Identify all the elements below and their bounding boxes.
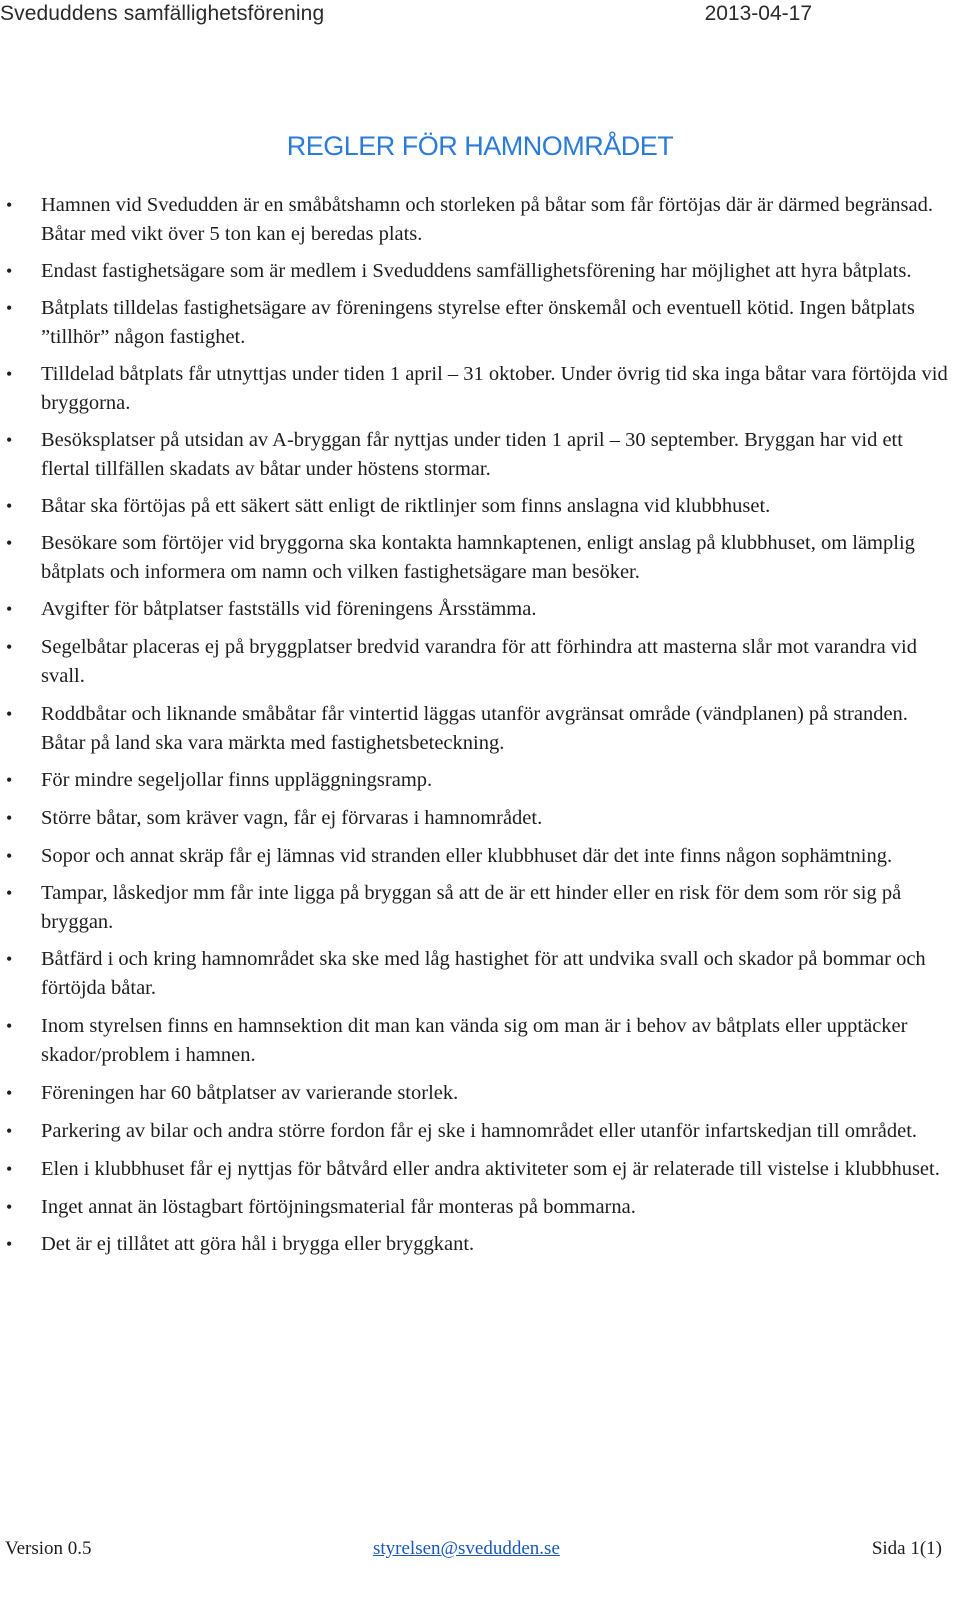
bullet-icon: • (6, 883, 13, 903)
bullet-icon: • (6, 1016, 13, 1036)
footer-email-link[interactable]: styrelsen@svedudden.se (373, 1538, 560, 1559)
bullet-icon: • (6, 1083, 13, 1103)
rule-item (0, 1155, 960, 1184)
rule-text: Inget annat än löstagbart förtöjningsmaterial får monteras på bommarna. (41, 1196, 636, 1218)
rule-text: Besökare som förtöjer vid bryggorna ska kontakta hamnkaptenen, enligt anslag på klubbhuset, om lämplig båtplats och informera om namn och vilken fastighetsägare man besöker. (41, 532, 915, 583)
bullet-icon: • (6, 1197, 13, 1217)
rule-item (0, 633, 960, 691)
rule-item (0, 595, 960, 624)
rule-item (0, 426, 960, 484)
rule-item (0, 1117, 960, 1146)
bullet-icon: • (6, 430, 13, 450)
bullet-icon: • (6, 1234, 13, 1254)
bullet-icon: • (6, 770, 13, 790)
bullet-icon: • (6, 261, 13, 281)
rule-text: Båtar ska förtöjas på ett säkert sätt enligt de riktlinjer som finns anslagna vid klubbhuset. (41, 495, 771, 517)
rule-item (0, 191, 960, 249)
rule-text: Hamnen vid Svedudden är en småbåtshamn och storleken på båtar som får förtöjas där är därmed begränsad. Båtar med vikt över 5 ton kan ej beredas plats. (41, 194, 934, 245)
rule-item (0, 1230, 960, 1259)
rule-item (0, 1193, 960, 1222)
bullet-icon: • (6, 364, 13, 384)
rule-text: Inom styrelsen finns en hamnsektion dit man kan vända sig om man är i behov av båtplats eller upptäcker skador/problem i hamnen. (41, 1015, 908, 1066)
rule-text: Det är ej tillåtet att göra hål i brygga eller bryggkant. (41, 1233, 475, 1255)
rule-text: Roddbåtar och liknande småbåtar får vintertid läggas utanför avgränsat område (vändplanen) på stranden. Båtar på land ska vara märkta med fastighetsbeteckning. (41, 703, 908, 754)
rule-item (0, 945, 960, 1003)
rule-item (0, 1079, 960, 1108)
page-footer (0, 1538, 960, 1568)
rule-text: Båtfärd i och kring hamnområdet ska ske med låg hastighet för att undvika svall och skador på bommar och förtöjda båtar. (41, 948, 926, 999)
footer-page-number: Sida 1(1) (871, 1538, 942, 1559)
rule-text: Endast fastighetsägare som är medlem i Sveduddens samfällighetsförening har möjlighet att hyra båtplats. (41, 260, 912, 282)
rule-text: Föreningen har 60 båtplatser av varierande storlek. (41, 1082, 459, 1104)
rule-item (0, 804, 960, 833)
rule-text: Tilldelad båtplats får utnyttjas under tiden 1 april – 31 oktober. Under övrig tid ska inga båtar vara förtöjda vid bryggorna. (41, 363, 948, 414)
rule-text: För mindre segeljollar finns uppläggningsramp. (41, 769, 433, 791)
document-title: REGLER FÖR HAMNOMRÅDET (286, 131, 674, 161)
bullet-icon: • (6, 808, 13, 828)
rule-text: Segelbåtar placeras ej på bryggplatser bredvid varandra för att förhindra att masterna slår mot varandra vid svall. (41, 636, 918, 687)
rule-text: Tampar, låskedjor mm får inte ligga på bryggan så att de är ett hinder eller en risk för dem som rör sig på bryggan. (41, 882, 902, 933)
bullet-icon: • (6, 533, 13, 553)
rule-item (0, 529, 960, 587)
rule-text: Avgifter för båtplatser fastställs vid föreningens Årsstämma. (41, 598, 537, 620)
rule-text: Parkering av bilar och andra större fordon får ej ske i hamnområdet eller utanför infartskedjan till området. (41, 1120, 918, 1142)
bullet-icon: • (6, 637, 13, 657)
bullet-icon: • (6, 298, 13, 318)
rule-item (0, 879, 960, 937)
page-header (0, 0, 960, 34)
bullet-icon: • (6, 1159, 13, 1179)
bullet-icon: • (6, 1121, 13, 1141)
header-organization-name: Sveduddens samfällighetsförening (0, 2, 325, 25)
rule-item (0, 766, 960, 795)
bullet-icon: • (6, 846, 13, 866)
rule-text: Elen i klubbhuset får ej nyttjas för båtvård eller andra aktiviteter som ej är relaterade till vistelse i klubbhuset. (41, 1158, 940, 1180)
rule-item (0, 700, 960, 758)
bullet-icon: • (6, 195, 13, 215)
bullet-icon: • (6, 949, 13, 969)
bullet-icon: • (6, 599, 13, 619)
rule-item (0, 492, 960, 521)
rule-text: Besöksplatser på utsidan av A-bryggan får nyttjas under tiden 1 april – 30 september. Bryggan har vid ett flertal tillfällen skadats av båtar under höstens stormar. (41, 429, 903, 480)
rule-item (0, 257, 960, 286)
rule-item (0, 1012, 960, 1070)
rule-item (0, 294, 960, 352)
header-date: 2013-04-17 (704, 2, 812, 25)
bullet-icon: • (6, 496, 13, 516)
rules-list (0, 191, 960, 1259)
rule-item (0, 842, 960, 871)
rule-text: Båtplats tilldelas fastighetsägare av föreningens styrelse efter önskemål och eventuell kötid. Ingen båtplats ”tillhör” någon fastighet. (41, 297, 915, 348)
rule-text: Sopor och annat skräp får ej lämnas vid stranden eller klubbhuset där det inte finns någon sophämtning. (41, 845, 893, 867)
rule-item (0, 360, 960, 418)
rule-text: Större båtar, som kräver vagn, får ej förvaras i hamnområdet. (41, 807, 543, 829)
bullet-icon: • (6, 704, 13, 724)
footer-version: Version 0.5 (5, 1538, 92, 1559)
